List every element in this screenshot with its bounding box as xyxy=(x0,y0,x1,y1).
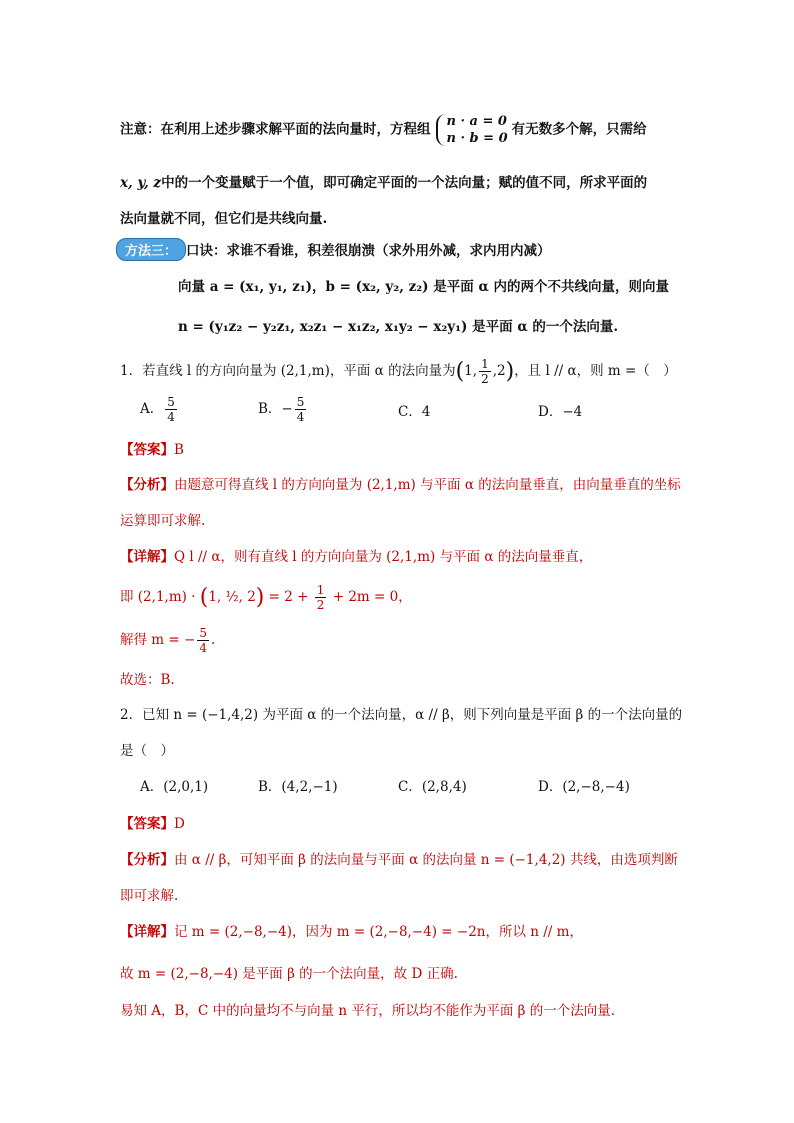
detail-2-vec: 1, ½, 2 xyxy=(208,589,256,605)
method3-line-1: 向量 a = (x₁, y₁, z₁)，b = (x₂, y₂, z₂) 是平面 α 内的两个不共线向量，则向量 xyxy=(178,279,670,295)
paren-open: ( xyxy=(199,585,209,610)
q1-answer xyxy=(120,438,184,458)
method3-mnemonic: 口诀：求谁不看谁，积差很崩溃（求外用外减，求内用内减） xyxy=(186,243,551,259)
frac-num: 1 xyxy=(316,583,325,597)
note-line-2 xyxy=(120,171,647,191)
frac-num: 5 xyxy=(199,626,207,640)
q2-detail-2: 故 m = (2,−8,−4) 是平面 β 的一个法向量，故 D 正确. xyxy=(120,966,458,982)
method3-header xyxy=(116,238,551,261)
option-b-frac xyxy=(295,395,307,424)
equation-system xyxy=(435,113,508,147)
note-line-3: 法向量就不同，但它们是共线向量. xyxy=(120,211,328,227)
q1-option-c: C．4 xyxy=(398,404,431,420)
q1-detail-1 xyxy=(120,545,592,565)
frac-den: 4 xyxy=(296,410,305,424)
detail-text: 记 m = (2,−8,−4)，因为 m = (2,−8,−4) = −2n，所以 n // m， xyxy=(174,924,583,940)
q2-detail-1 xyxy=(120,920,583,940)
q2-option-b: B．(4,2,−1) xyxy=(258,779,338,795)
detail-2-pre: 即 (2,1,m) · xyxy=(120,589,200,605)
q1-option-d: D．−4 xyxy=(538,404,583,420)
q1-frac-half xyxy=(479,357,491,386)
q1-stem-b: ，且 l // α，则 m =（ ） xyxy=(514,363,677,379)
answer-value: B xyxy=(174,442,184,458)
q1-analysis-1 xyxy=(120,473,681,493)
answer-value: D xyxy=(174,816,185,832)
method3-badge: 方法三： xyxy=(116,238,186,261)
analysis-tag: 【分析】 xyxy=(120,477,174,493)
frac-den: 4 xyxy=(199,641,207,655)
q1-vec-pre: 1, xyxy=(464,363,478,379)
detail-2-mid: = 2 + xyxy=(264,589,313,605)
q2-analysis-2: 即可求解. xyxy=(120,888,179,904)
note-lead-text: 注意：在利用上述步骤求解平面的法向量时，方程组 xyxy=(120,121,431,138)
q1-detail-4: 故选：B. xyxy=(120,672,175,688)
frac-num: 1 xyxy=(481,357,489,371)
q1-stem-a: 1．若直线 l 的方向向量为 (2,1,m)，平面 α 的法向量为 xyxy=(120,363,456,379)
q1-stem xyxy=(120,357,677,386)
q1-detail-2 xyxy=(120,583,412,612)
q2-option-d: D．(2,−8,−4) xyxy=(538,779,630,795)
q2-option-a: A．(2,0,1) xyxy=(140,779,209,795)
note-line-2-text: 中的一个变量赋于一个值，即可确定平面的一个法向量；赋的值不同，所求平面的 xyxy=(161,175,648,191)
analysis-tag: 【分析】 xyxy=(120,852,174,868)
q2-stem-2: 是（ ） xyxy=(120,743,174,759)
frac-num: 5 xyxy=(167,395,175,409)
equation-1: n · a = 0 xyxy=(446,114,507,129)
note-line-1 xyxy=(120,113,647,147)
option-label: A． xyxy=(140,401,164,417)
detail-text: Q l // α，则有直线 l 的方向向量为 (2,1,m) 与平面 α 的法向量垂直， xyxy=(174,549,593,565)
q1-detail-3 xyxy=(120,626,215,655)
detail-3-pre: 解得 m = − xyxy=(120,632,196,648)
q1-option-b xyxy=(258,395,308,424)
detail-2-frac xyxy=(315,583,327,612)
answer-tag: 【答案】 xyxy=(120,816,174,832)
analysis-text: 由题意可得直线 l 的方向向量为 (2,1,m) 与平面 α 的法向量垂直，由向量垂直的坐标 xyxy=(174,477,681,493)
option-a-frac xyxy=(165,395,177,424)
detail-3-post: . xyxy=(210,632,216,648)
frac-den: 4 xyxy=(167,410,175,424)
analysis-text: 由 α // β，可知平面 β 的法向量与平面 α 的法向量 n = (−1,4,2) 共线，由选项判断 xyxy=(174,852,678,868)
q2-answer xyxy=(120,812,185,832)
variables-xyz: x, y, z xyxy=(120,175,162,191)
detail-tag: 【详解】 xyxy=(120,549,174,565)
answer-tag: 【答案】 xyxy=(120,442,174,458)
q2-analysis-1 xyxy=(120,848,678,868)
q1-option-a xyxy=(140,395,179,424)
paren-close: ) xyxy=(505,359,515,384)
equation-2: n · b = 0 xyxy=(446,131,508,146)
paren-open: ( xyxy=(455,359,465,384)
q2-stem-1: 2．已知 n = (−1,4,2) 为平面 α 的一个法向量，α // β，则下列向量是平面 β 的一个法向量的 xyxy=(120,707,683,723)
detail-tag: 【详解】 xyxy=(120,924,174,940)
frac-den: 2 xyxy=(316,598,325,612)
option-label: B．− xyxy=(258,401,293,417)
frac-den: 2 xyxy=(481,372,489,386)
paren-close: ) xyxy=(255,585,265,610)
method3-line-2: n = (y₁z₂ − y₂z₁, x₂z₁ − x₁z₂, x₁y₂ − x₂y₁) 是平面 α 的一个法向量. xyxy=(178,319,619,335)
note-tail-text: 有无数多个解，只需给 xyxy=(511,121,647,138)
frac-num: 5 xyxy=(296,395,305,409)
detail-2-post: + 2m = 0， xyxy=(328,589,412,605)
q1-analysis-2: 运算即可求解. xyxy=(120,513,206,529)
q2-option-c: C．(2,8,4) xyxy=(398,779,467,795)
detail-3-frac xyxy=(197,626,209,655)
q2-detail-3: 易知 A，B，C 中的向量均不与向量 n 平行，所以均不能作为平面 β 的一个法向量. xyxy=(120,1003,616,1019)
q1-vec-post: ,2 xyxy=(492,363,506,379)
